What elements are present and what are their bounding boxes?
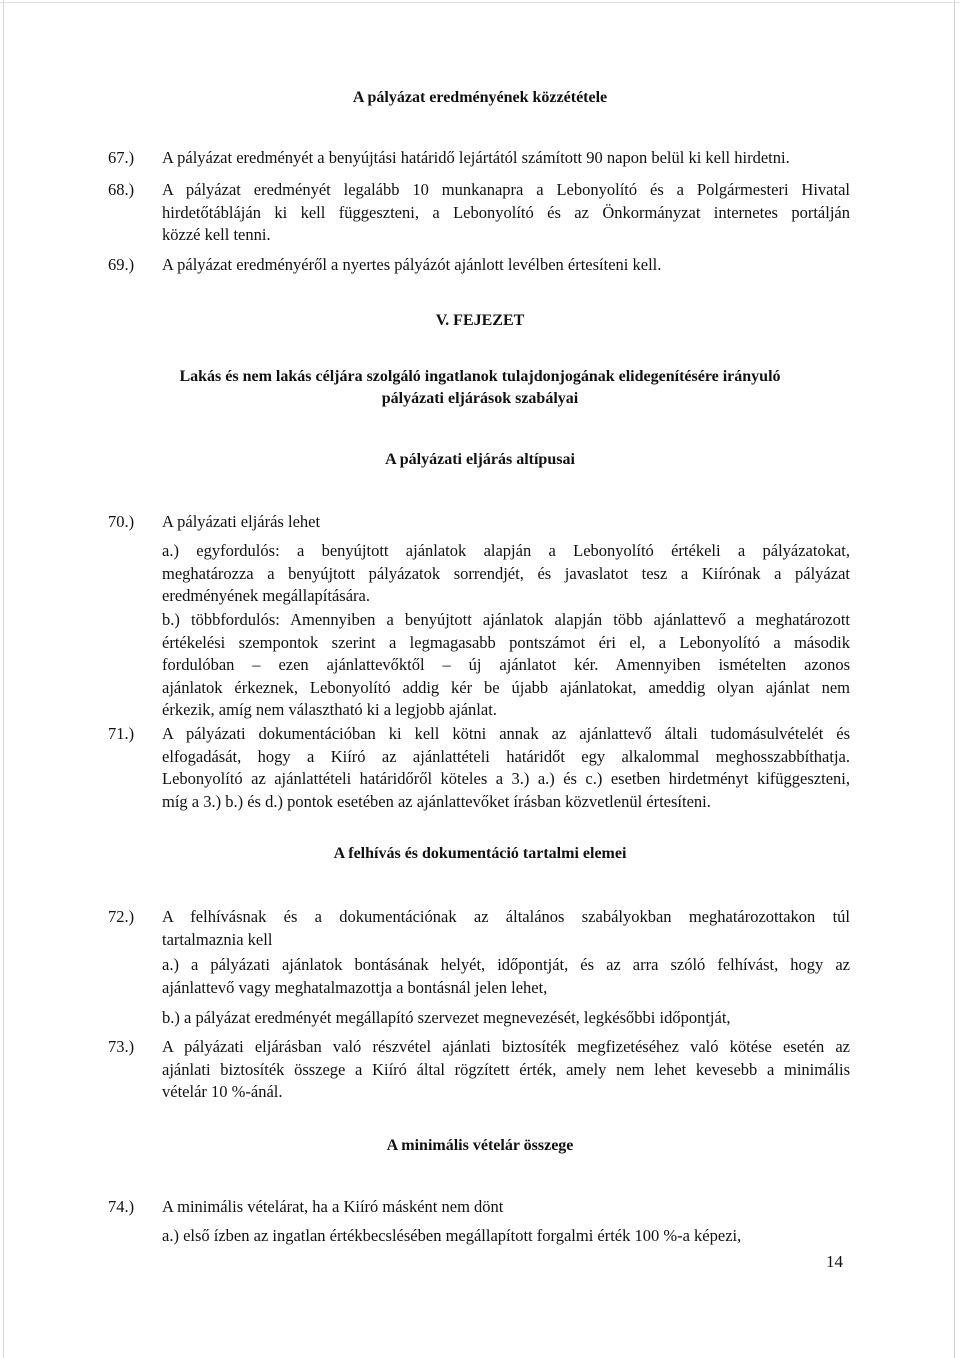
paragraph-72 [162, 906, 850, 951]
paragraph-73-line: ajánlati biztosíték összege a Kiíró által rögzített érték, amely nem lehet kevesebb a minimális [162, 1059, 850, 1079]
paragraph-73 [162, 1036, 850, 1104]
paragraph-number-72: 72.) [108, 907, 135, 926]
scan-edge-top [0, 2, 960, 3]
paragraph-71-line: elfogadását, hogy a Kiíró az ajánlattételi határidőt egy alkalommal meghosszabbíthatja. [162, 746, 850, 766]
paragraph-71 [162, 723, 850, 813]
section-heading-contents: A felhívás és dokumentáció tartalmi elemei [333, 845, 627, 862]
paragraph-74-a-line: a.) első ízben az ingatlan értékbecslésében megállapított forgalmi érték 100 %-a képezi, [162, 1226, 742, 1245]
paragraph-68 [162, 179, 850, 247]
paragraph-68-line: közzé kell tenni. [162, 225, 271, 244]
paragraph-71-line: Lebonyolító az ajánlattételi határidőről köteles a 3.) a.) és c.) esetben hirdetményt kifüggeszteni, [162, 769, 850, 788]
paragraph-number-71: 71.) [108, 724, 135, 743]
paragraph-70-b-line: ajánlatok érkeznek, Lebonyolító addig kér be újabb ajánlatokat, ameddig olyan ajánlat nem [162, 677, 850, 697]
paragraph-number-68: 68.) [108, 180, 135, 199]
paragraph-72-a [162, 954, 850, 999]
page-number: 14 [826, 1252, 843, 1271]
section-heading-subtypes: A pályázati eljárás altípusai [385, 451, 575, 468]
paragraph-70-a-line: eredményének megállapítására. [162, 586, 370, 605]
paragraph-number-70: 70.) [108, 512, 135, 531]
paragraph-70-b-line: fordulóban – ezen ajánlattevőktől – új ajánlatot kér. Amennyiben ismételten azonos [162, 655, 850, 674]
chapter-number: V. FEJEZET [435, 312, 525, 329]
paragraph-72-a-line: ajánlattevő vagy meghatalmazottja a bontásnál jelen lehet, [162, 977, 548, 997]
paragraph-72-b-line: b.) a pályázat eredményét megállapító szervezet megnevezését, legkésőbbi időpontját, [162, 1008, 731, 1027]
paragraph-70-a [162, 540, 850, 608]
paragraph-71-line: míg a 3.) b.) és d.) pontok esetében az ajánlattevőket írásban közvetlenül értesíteni. [162, 791, 711, 811]
chapter-title-line: Lakás és nem lakás céljára szolgáló ingatlanok tulajdonjogának elidegenítésére irányuló [179, 368, 781, 385]
paragraph-73-line: A pályázati eljárásban való részvétel ajánlati biztosíték megfizetéséhez való kötése esetén az [162, 1037, 850, 1056]
paragraph-70-b-line: érkezik, amíg nem választható ki a legjobb ajánlat. [162, 700, 497, 719]
paragraph-69-line: A pályázat eredményéről a nyertes pályázót ajánlott levélben értesíteni kell. [162, 255, 662, 274]
section-heading-results: A pályázat eredményének közzététele [352, 89, 608, 106]
paragraph-number-69: 69.) [108, 255, 135, 274]
paragraph-74-line: A minimális vételárat, ha a Kiíró másként nem dönt [162, 1197, 504, 1216]
paragraph-number-73: 73.) [108, 1037, 135, 1056]
paragraph-67-line: A pályázat eredményét a benyújtási határidő lejártától számított 90 napon belül ki kell hirdetni. [162, 148, 790, 167]
paragraph-70-b [162, 609, 850, 722]
paragraph-72-a-line: a.) a pályázati ajánlatok bontásának helyét, időpontját, és az arra szóló felhívást, hogy az [162, 955, 850, 974]
paragraph-73-line: vételár 10 %-ánál. [162, 1082, 283, 1101]
paragraph-70-a-line: meghatározza a benyújtott pályázatok sorrendjét, és javaslatot tesz a Kiírónak a pályázat [162, 563, 850, 583]
paragraph-number-74: 74.) [108, 1197, 135, 1216]
chapter-title-line: pályázati eljárások szabályai [381, 390, 579, 407]
paragraph-72-line: tartalmaznia kell [162, 929, 273, 949]
paragraph-70-a-line: a.) egyfordulós: a benyújtott ajánlatok alapján a Lebonyolító értékeli a pályázatokat, [162, 541, 850, 560]
paragraph-68-line: hirdetőtábláján ki kell függeszteni, a Lebonyolító és az Önkormányzat internetes portálján [162, 202, 850, 222]
paragraph-68-line: A pályázat eredményét legalább 10 munkanapra a Lebonyolító és a Polgármesteri Hivatal [162, 180, 850, 199]
paragraph-72-line: A felhívásnak és a dokumentációnak az általános szabályokban meghatározottakon túl [162, 907, 850, 926]
section-heading-min-price: A minimális vételár összege [386, 1137, 574, 1154]
paragraph-70-intro: A pályázati eljárás lehet [162, 512, 321, 531]
paragraph-number-67: 67.) [108, 148, 135, 167]
paragraph-71-line: A pályázati dokumentációban ki kell kötni annak az ajánlattevő általi tudomásulvételét és [162, 724, 850, 743]
paragraph-70-b-line: b.) többfordulós: Amennyiben a benyújtott ajánlatok alapján több ajánlattevő a meghatározott [162, 610, 850, 629]
paragraph-70-b-line: értékelési szempontok szerint a legmagasabb pontszámot éri el, a Lebonyolító a második [162, 632, 850, 652]
